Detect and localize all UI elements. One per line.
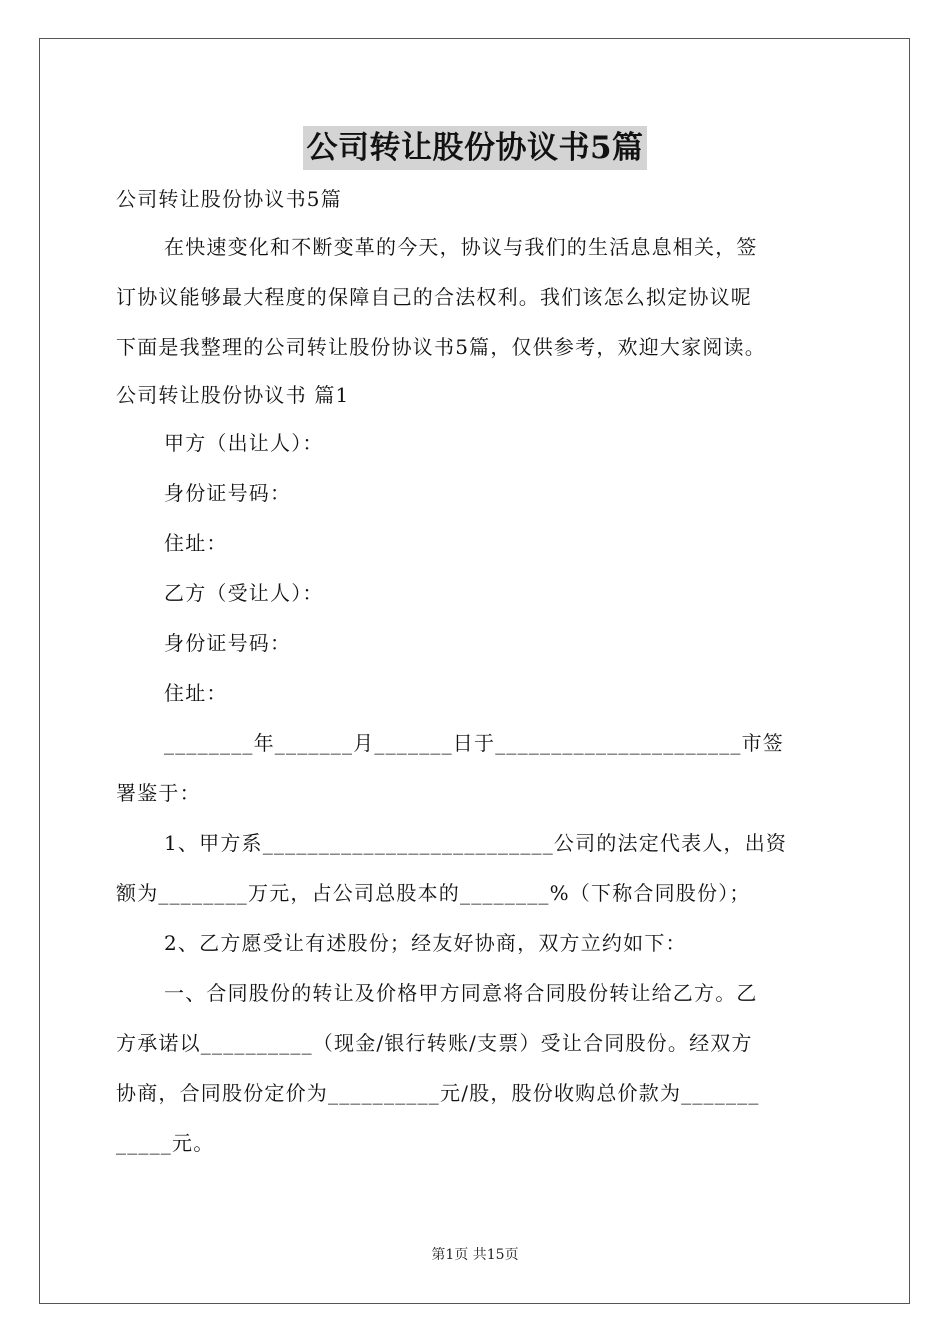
clause-line: 1、甲方系__________________________公司的法定代表人，出资 xyxy=(164,831,788,855)
party-b-address-label: 住址： xyxy=(164,681,228,705)
subtitle-line: 公司转让股份协议书5篇 xyxy=(116,187,342,211)
clause-line: 一、合同股份的转让及价格甲方同意将合同股份转让给乙方。乙 xyxy=(164,981,758,1005)
document-body xyxy=(116,176,840,1168)
party-a-address-label: 住址： xyxy=(164,531,228,555)
party-b-id-label: 身份证号码： xyxy=(164,631,292,655)
clause-line: _____元。 xyxy=(116,1131,215,1155)
signing-date-line: ________年_______月_______日于______________________市签 xyxy=(164,731,784,755)
paragraph-line: 在快速变化和不断变革的今天，协议与我们的生活息息相关，签 xyxy=(164,235,758,259)
page-number-footer: 第1页 共15页 xyxy=(431,1247,519,1263)
clause-line: 方承诺以__________（现金/银行转账/支票）受让合同股份。经双方 xyxy=(116,1031,753,1055)
paragraph-line: 订协议能够最大程度的保障自己的合法权利。我们该怎么拟定协议呢 xyxy=(116,285,752,309)
document-title: 公司转让股份协议书5篇 xyxy=(303,126,646,170)
section-heading: 公司转让股份协议书 篇1 xyxy=(116,383,350,407)
paragraph-line: 署鉴于： xyxy=(116,781,201,805)
party-b-label: 乙方（受让人）： xyxy=(164,581,324,605)
paragraph-line: 下面是我整理的公司转让股份协议书5篇，仅供参考，欢迎大家阅读。 xyxy=(116,335,766,359)
party-a-id-label: 身份证号码： xyxy=(164,481,292,505)
title-container xyxy=(0,126,950,170)
clause-line: 协商，合同股份定价为__________元/股，股份收购总价款为_______ xyxy=(116,1081,760,1105)
clause-line: 2、乙方愿受让有述股份；经友好协商，双方立约如下： xyxy=(164,931,687,955)
party-a-label: 甲方（出让人）： xyxy=(164,431,324,455)
clause-line: 额为________万元，占公司总股本的________%（下称合同股份）； xyxy=(116,881,751,905)
